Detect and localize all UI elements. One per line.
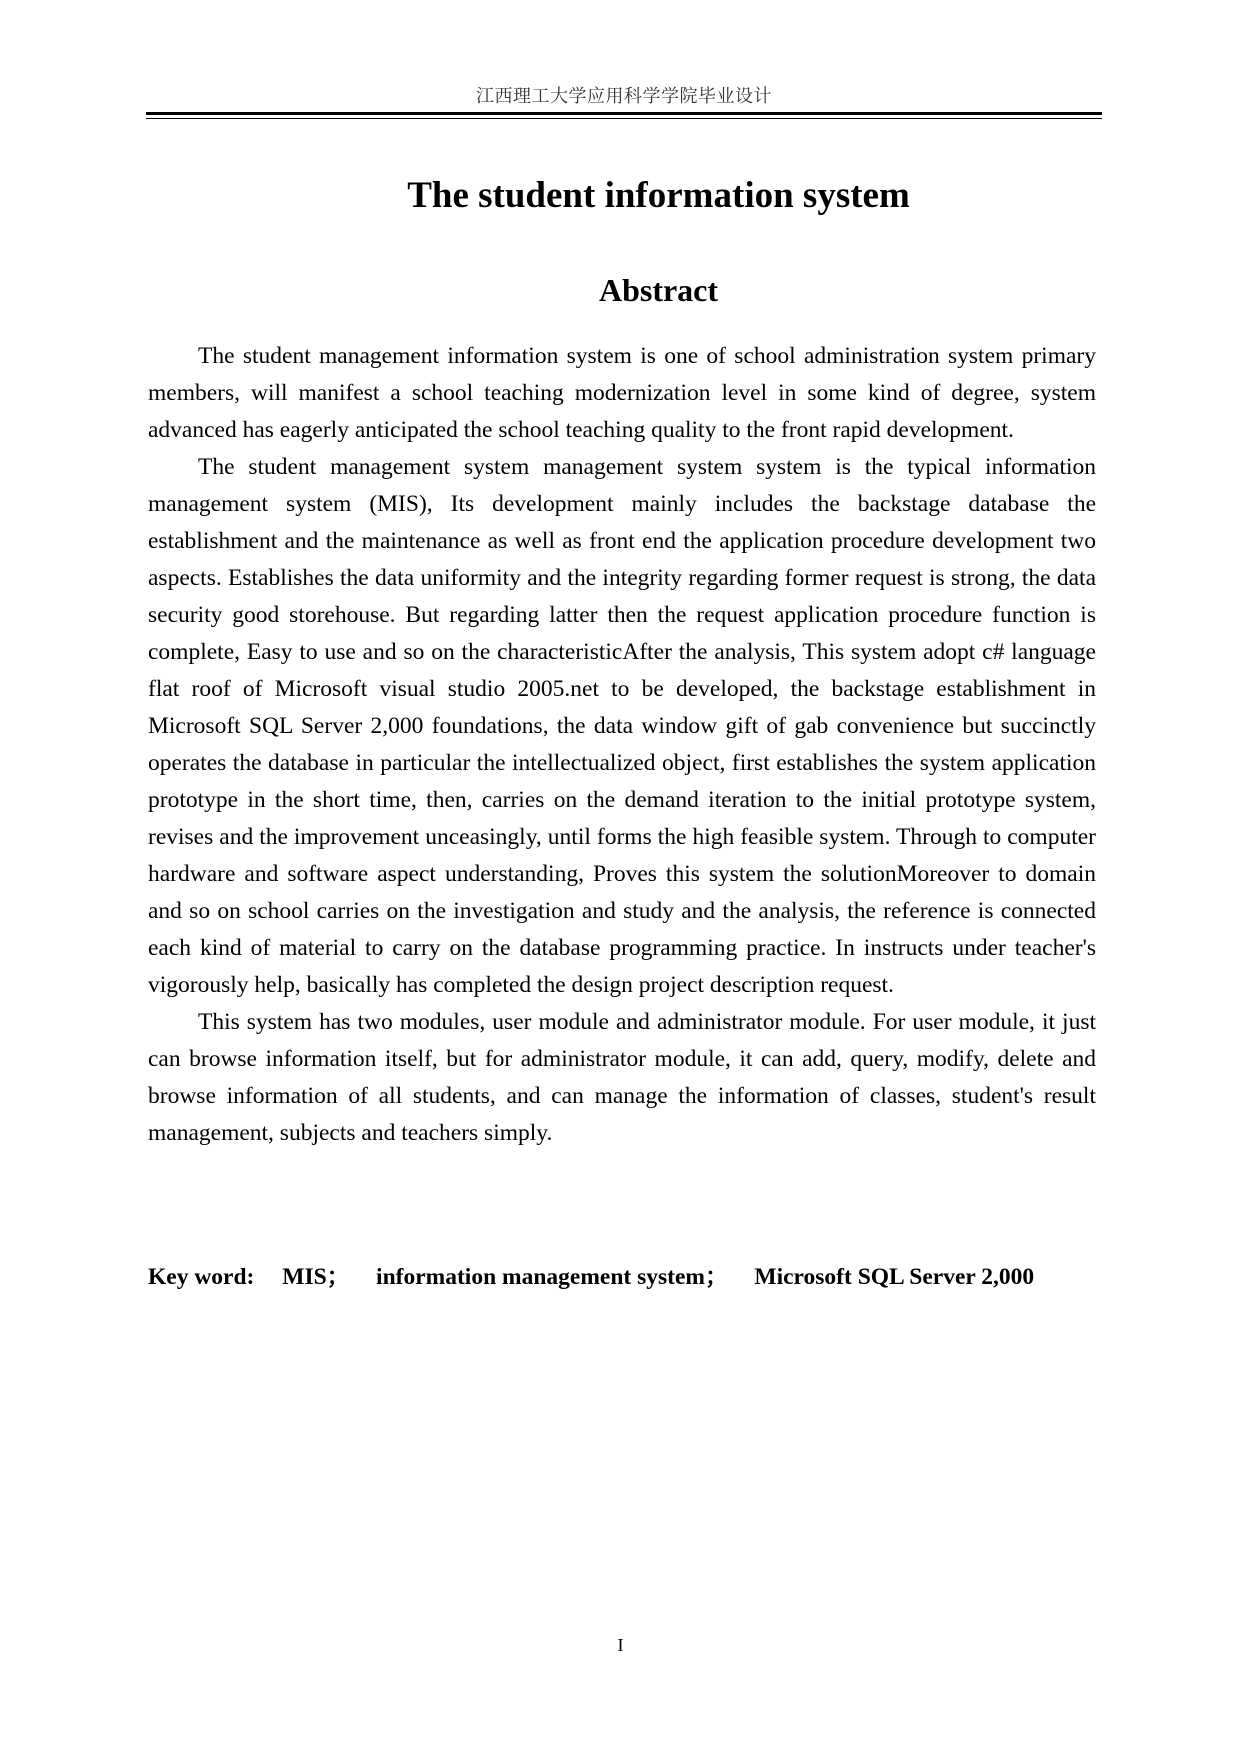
abstract-paragraph-3: This system has two modules, user module and administrator module. For user module, it just can browse information itself, but for administrator module, it can add, query, modify, delete and browse information of all students, and can manage the information of classes, student's result management, subjects and teachers simply. [148, 1009, 1096, 1146]
abstract-body [148, 338, 1096, 1152]
header-rule-thick [146, 112, 1102, 115]
keyword-item: information management system； [376, 1264, 729, 1290]
abstract-heading: Abstract [598, 272, 719, 308]
keyword-item: Microsoft SQL Server 2,000 [754, 1264, 1035, 1290]
keywords-label: Key word: [148, 1264, 255, 1290]
document-title: The student information system [407, 175, 910, 216]
header-rule-thin [146, 118, 1102, 119]
running-header: 江西理工大学应用科学学院毕业设计 [476, 86, 772, 107]
header-rule [146, 112, 1102, 121]
keyword-item: MIS； [282, 1264, 351, 1290]
abstract-paragraph-2: The student management system management system system is the typical information management system (MIS), Its development mainly includes the backstage database the establishment and the maintenance as well as front end the application procedure development two aspects. Establishes the data uniformity and the integrity regarding former request is strong, the data security good storehouse. But regarding latter then the request application procedure function is complete, Easy to use and so on the characteristicAfter the analysis, This system adopt c# language flat roof of Microsoft visual studio 2005.net to be developed, the backstage establishment in Microsoft SQL Server 2,000 foundations, the data window gift of gab convenience but succinctly operates the database in particular the intellectualized object, first establishes the system application prototype in the short time, then, carries on the demand iteration to the initial prototype system, revises and the improvement unceasingly, until forms the high feasible system. Through to computer hardware and software aspect understanding, Proves this system the solutionMoreover to domain and so on school carries on the investigation and study and the analysis, the reference is connected each kind of material to carry on the database programming practice. In instructs under teacher's vigorously help, basically has completed the design project description request. [148, 454, 1096, 998]
keywords-line [148, 1261, 1108, 1293]
page-number: I [617, 1635, 624, 1655]
abstract-paragraph-1: The student management information system is one of school administration system primary members, will manifest a school teaching modernization level in some kind of degree, system advanced has eagerly anticipated the school teaching quality to the front rapid development. [148, 343, 1096, 443]
